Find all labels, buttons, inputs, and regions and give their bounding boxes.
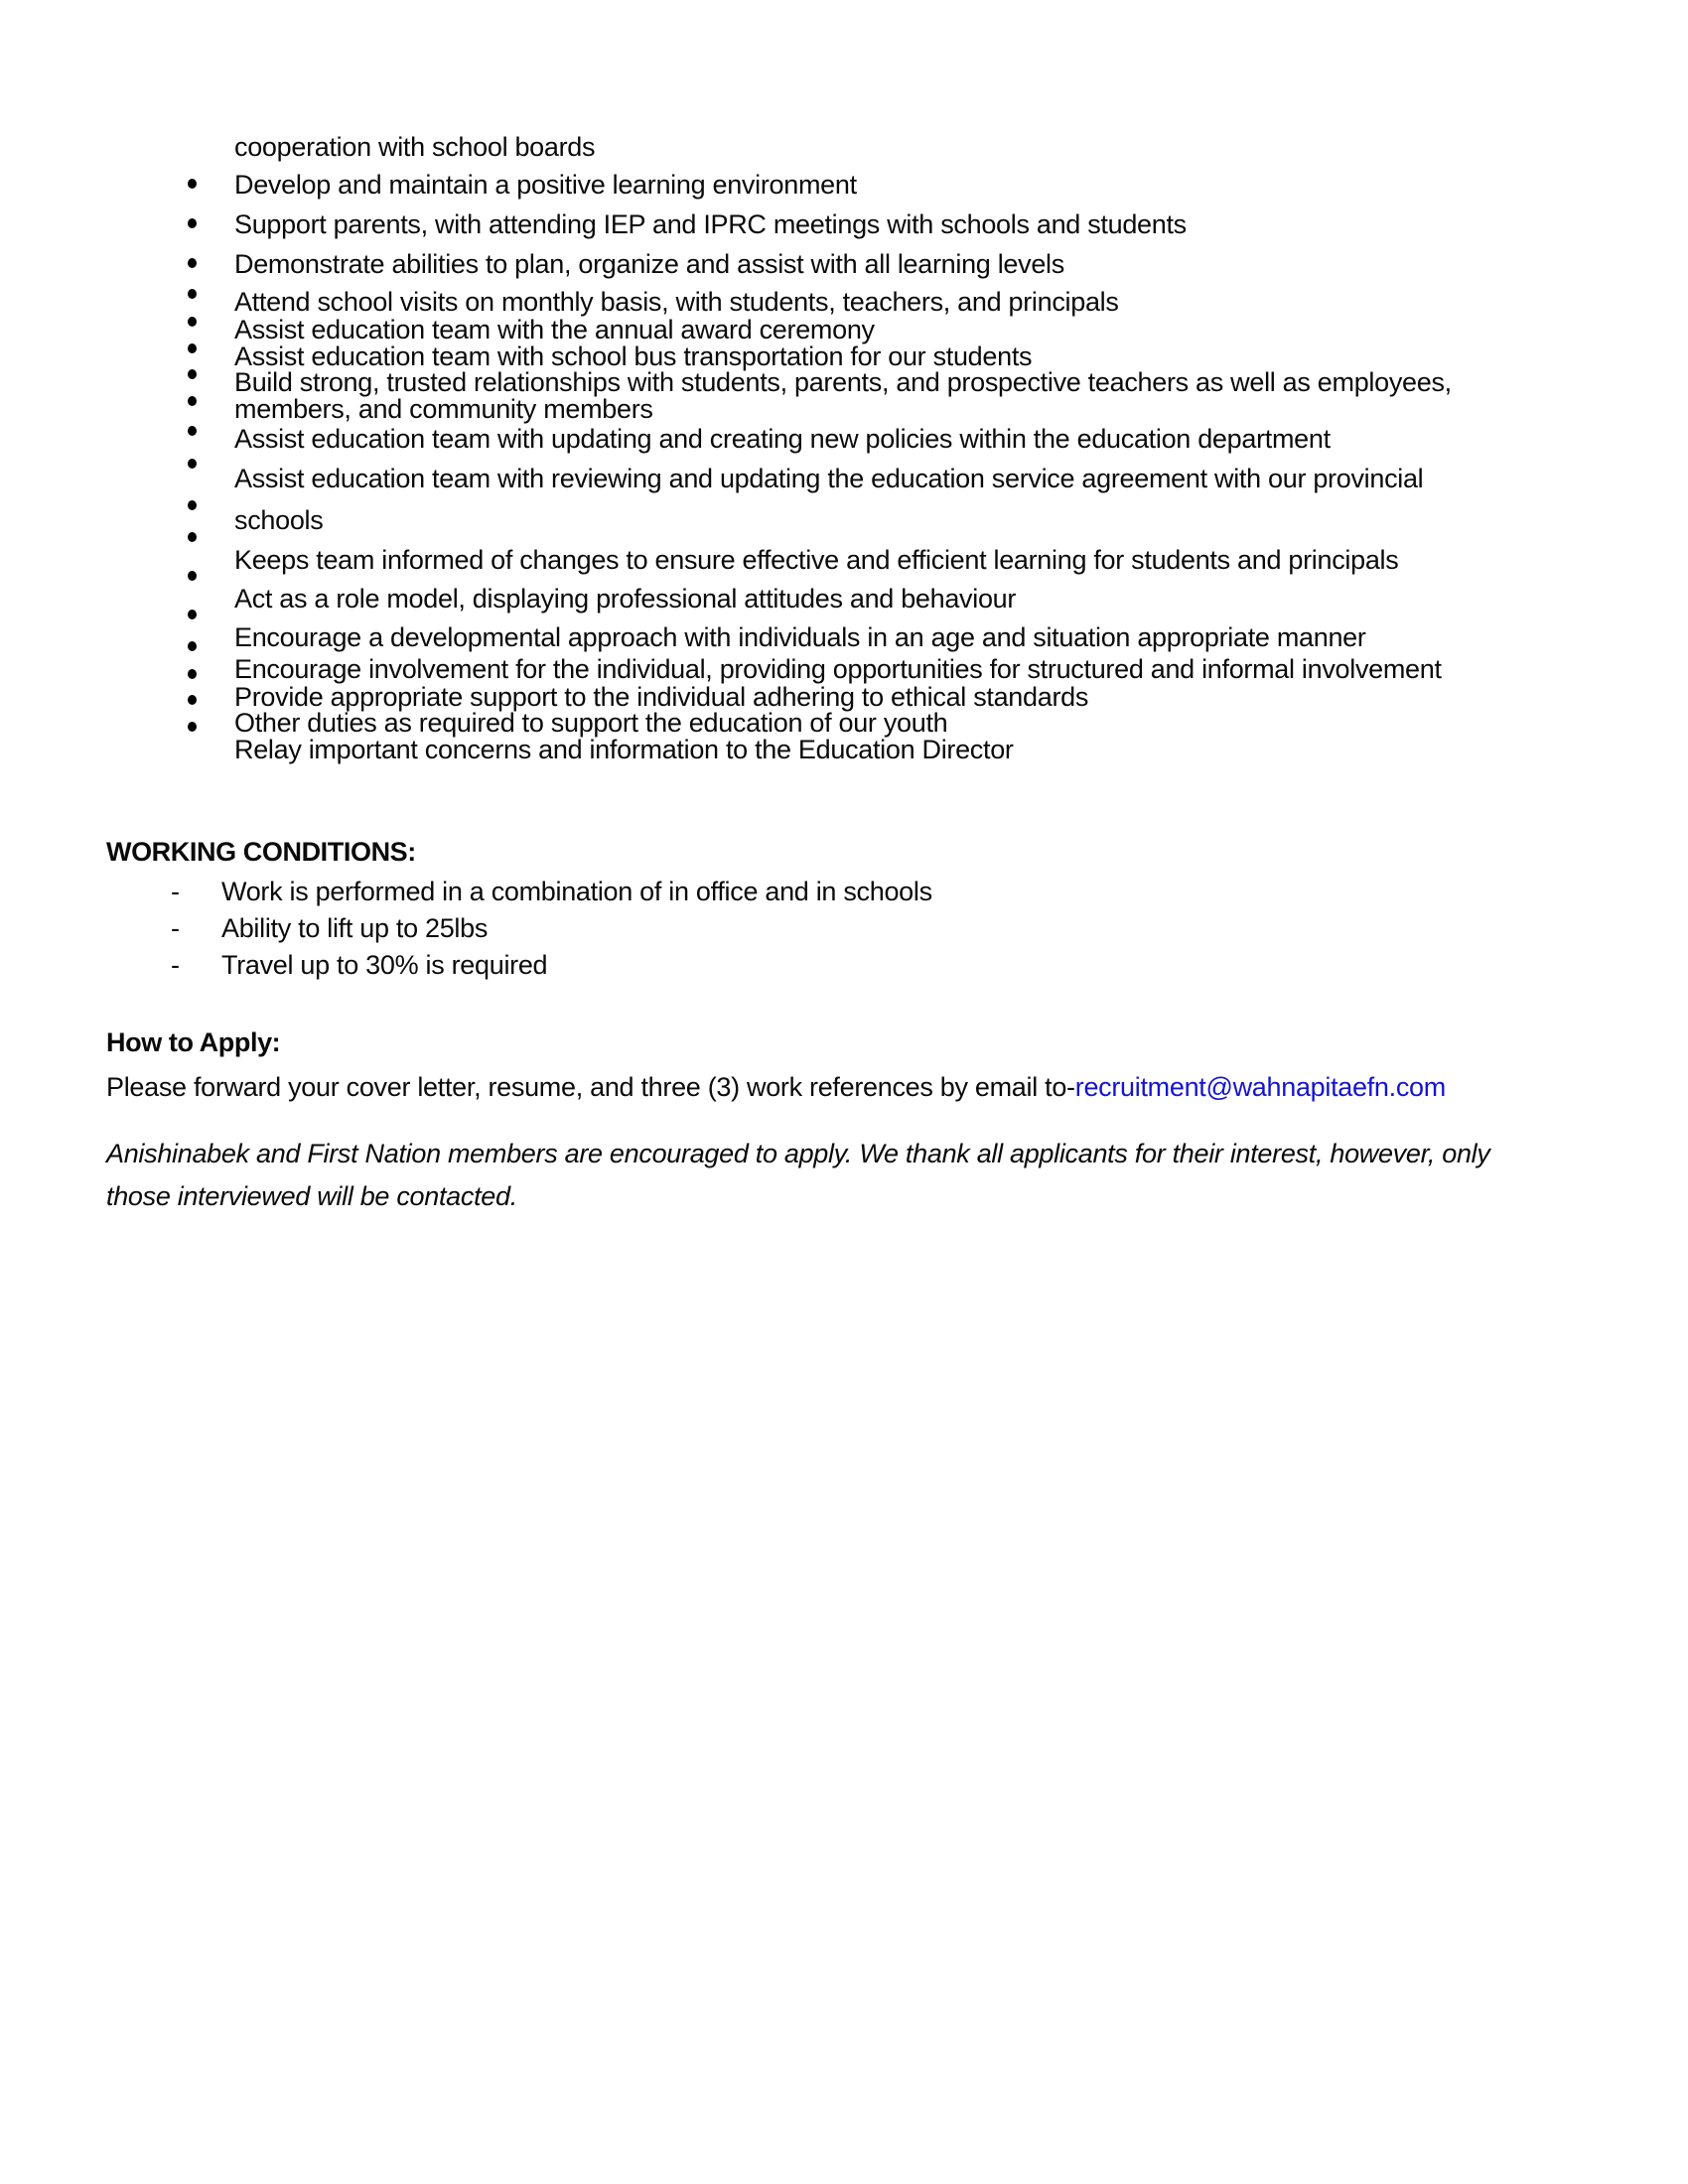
duty-line [234, 504, 323, 536]
bullet-icon [188, 179, 197, 189]
duty-line [234, 544, 1398, 576]
bullet-icon [188, 396, 197, 406]
duty-text: cooperation with school boards [234, 132, 596, 162]
duty-text: Other duties as required to support the education of our youth [234, 708, 948, 738]
bullet-icon [188, 258, 197, 268]
duty-text: Encourage involvement for the individual, providing opportunities for structured and informal involvement [234, 654, 1442, 684]
bullet-icon [188, 695, 197, 705]
bullet-icon [188, 532, 197, 542]
duty-text: Act as a role model, displaying professional attitudes and behaviour [234, 584, 1017, 614]
duty-line [234, 621, 1366, 653]
apply-instructions [106, 1072, 1446, 1103]
working-condition-text: Ability to lift up to 25lbs [221, 913, 489, 943]
dash-icon: - [171, 950, 180, 980]
section-heading-working-conditions: WORKING CONDITIONS: [106, 837, 416, 867]
duty-text: Assist education team with the annual award ceremony [234, 315, 875, 344]
bullet-icon [188, 317, 197, 327]
duty-line [234, 248, 1064, 280]
apply-separator: - [1066, 1072, 1075, 1102]
duty-text: Assist education team with reviewing and updating the education service agreement with our provincial [234, 464, 1424, 493]
duty-line-continuation [234, 131, 595, 163]
bullet-icon [188, 571, 197, 581]
duty-line [234, 463, 1423, 494]
working-condition-text: Travel up to 30% is required [221, 950, 548, 980]
bullet-icon [188, 500, 197, 510]
working-condition-item [171, 912, 489, 944]
apply-instructions-text: Please forward your cover letter, resume, and three (3) work references by email to [106, 1072, 1067, 1102]
section-heading-how-to-apply: How to Apply: [106, 1027, 281, 1057]
duty-line [234, 169, 857, 201]
bullet-icon [188, 369, 197, 379]
duty-text: Keeps team informed of changes to ensure effective and efficient learning for students and principals [234, 545, 1399, 575]
duty-line [234, 734, 1014, 765]
email-link[interactable]: recruitment@wahnapitaefn.com [1074, 1072, 1446, 1102]
duty-text: Assist education team with updating and creating new policies within the education department [234, 424, 1331, 454]
duty-text: schools [234, 505, 324, 535]
duty-text: Provide appropriate support to the individual adhering to ethical standards [234, 682, 1089, 712]
bullet-icon [188, 641, 197, 651]
bullet-icon [188, 426, 197, 436]
duty-text: Relay important concerns and information to the Education Director [234, 735, 1014, 764]
working-condition-item [171, 876, 932, 907]
duty-line [234, 423, 1331, 455]
bullet-icon [188, 289, 197, 299]
duty-text: Build strong, trusted relationships with students, parents, and prospective teachers as well as employees, [234, 367, 1452, 397]
bullet-icon [188, 610, 197, 619]
bullet-icon [188, 459, 197, 469]
closing-note: Anishinabek and First Nation members are encouraged to apply. We thank all applicants for their interest, however, only those interviewed will be contacted. [106, 1139, 1490, 1211]
bullet-icon [188, 722, 197, 732]
duty-text: Demonstrate abilities to plan, organize and assist with all learning levels [234, 249, 1064, 279]
duty-line [234, 208, 1187, 240]
dash-icon: - [171, 913, 180, 943]
duty-text: members, and community members [234, 394, 653, 424]
bullet-icon [188, 669, 197, 679]
bullet-icon [188, 218, 197, 228]
working-condition-item [171, 949, 548, 981]
duty-text: Develop and maintain a positive learning environment [234, 170, 857, 200]
bullet-icon [188, 343, 197, 353]
duty-line [234, 393, 653, 425]
duty-text: Encourage a developmental approach with individuals in an age and situation appropriate manner [234, 622, 1366, 652]
duty-line [234, 583, 1016, 614]
dash-icon: - [171, 877, 180, 906]
duty-text: Attend school visits on monthly basis, with students, teachers, and principals [234, 287, 1119, 317]
working-condition-text: Work is performed in a combination of in office and in schools [221, 877, 932, 906]
duty-text: Support parents, with attending IEP and IPRC meetings with schools and students [234, 209, 1187, 239]
duty-text: Assist education team with school bus transportation for our students [234, 341, 1033, 371]
